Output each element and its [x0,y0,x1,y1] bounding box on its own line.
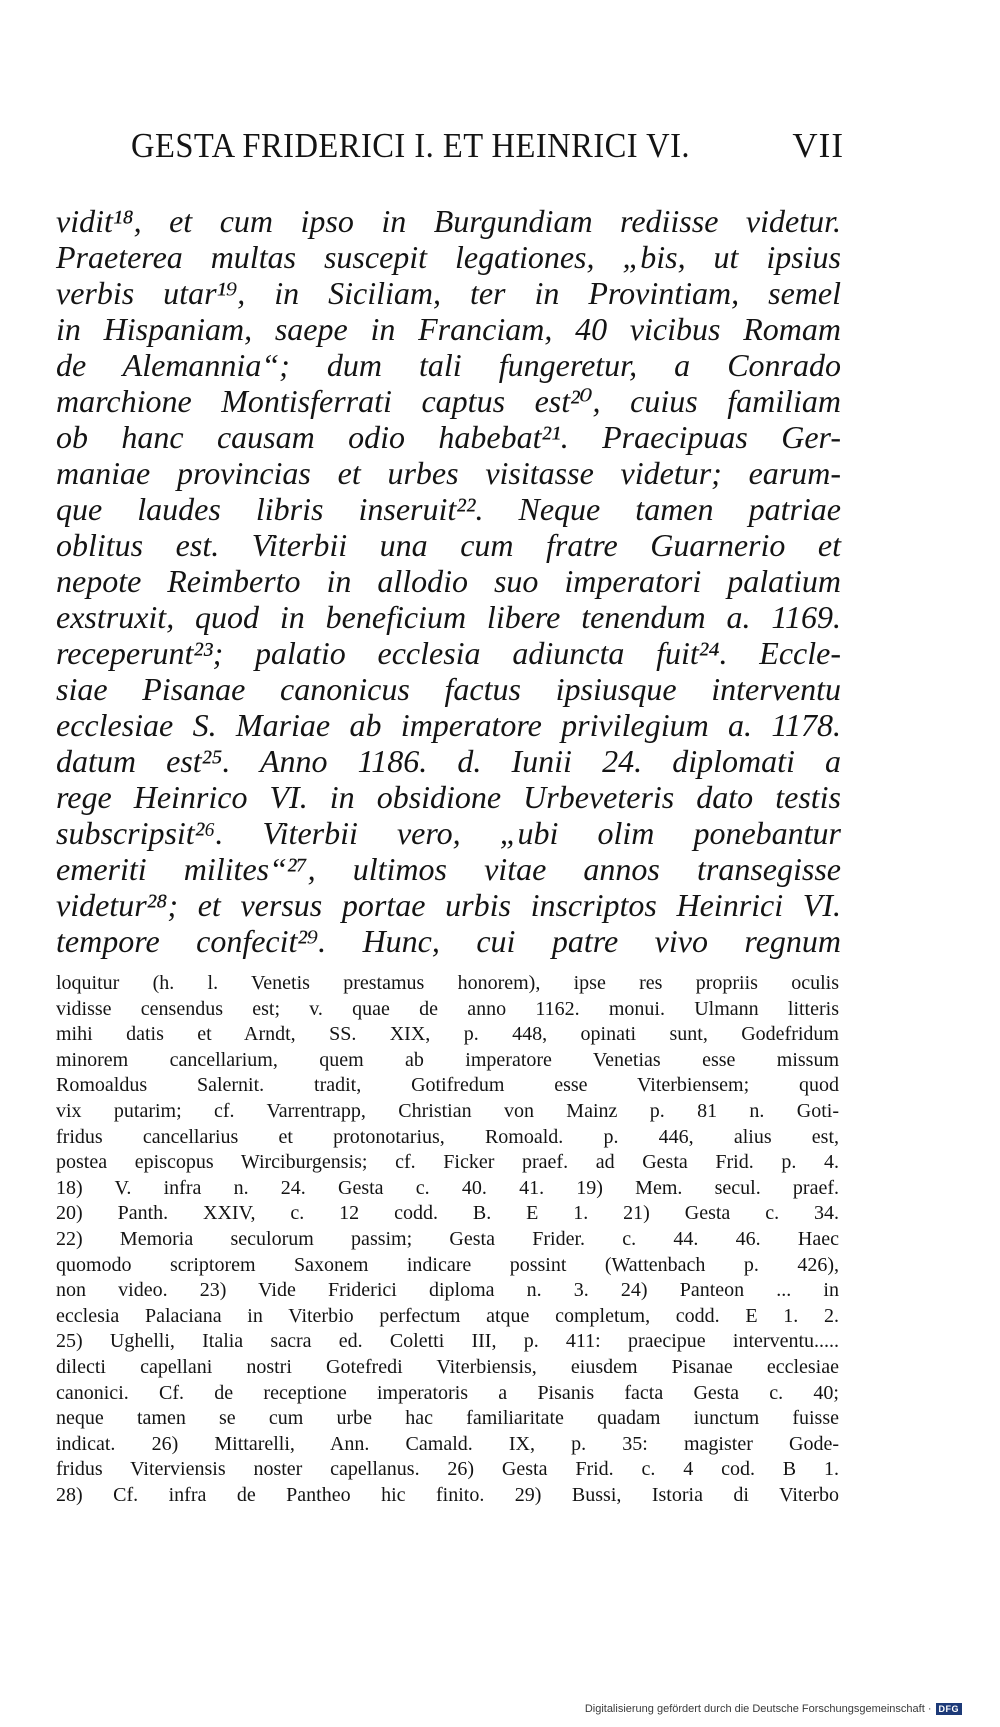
running-title: GESTA FRIDERICI I. ET HEINRICI VI. [131,126,691,165]
footnote-line: 25) Ughelli, Italia sacra ed. Coletti III, p. 411: praecipue interventu..... [56,1330,839,1353]
main-text-line: rege Heinrico VI. in obsidione Urbeveteris dato testis [56,779,841,815]
main-text-line: que laudes libris inseruit²². Neque tamen patriae [56,491,841,527]
main-text-line: emeriti milites“²⁷, ultimos vitae annos transegisse [56,851,841,887]
footnote-line: neque tamen se cum urbe hac familiaritate quadam iunctum fuisse [56,1407,839,1430]
footnote-line: dilecti capellani nostri Gotefredi Viterbiensis, eiusdem Pisanae ecclesiae [56,1355,839,1378]
footnote-line: ecclesia Palaciana in Viterbio perfectum atque completum, codd. E 1. 2. [56,1304,839,1327]
main-text-line: videtur²⁸; et versus portae urbis inscriptos Heinrici VI. [56,887,841,923]
running-head [131,126,844,170]
page-number: VII [792,126,844,165]
footnote-line: canonici. Cf. de receptione imperatoris a Pisanis facta Gesta c. 40; [56,1381,839,1404]
main-text-line: exstruxit, quod in beneficium libere tenendum a. 1169. [56,599,841,635]
main-text-line: maniae provincias et urbes visitasse videtur; earum- [56,455,841,491]
footnote-line: fridus Viterviensis noster capellanus. 26) Gesta Frid. c. 4 cod. B 1. [56,1458,839,1481]
footnote-line: 28) Cf. infra de Pantheo hic finito. 29) Bussi, Istoria di Viterbo [56,1483,839,1506]
main-text-line: ecclesiae S. Mariae ab imperatore privilegium a. 1178. [56,707,841,743]
main-text-line: nepote Reimberto in allodio suo imperatori palatium [56,563,841,599]
footnote-line: vidisse censendus est; v. quae de anno 1162. monui. Ulmann litteris [56,997,839,1020]
main-text-line: verbis utar¹⁹, in Siciliam, ter in Provintiam, semel [56,275,841,311]
main-text-line: in Hispaniam, saepe in Franciam, 40 vicibus Romam [56,311,841,347]
main-text-line: receperunt²³; palatio ecclesia adiuncta fuit²⁴. Eccle- [56,635,841,671]
footnote-line: fridus cancellarius et protonotarius, Romoald. p. 446, alius est, [56,1125,839,1148]
main-text-line: subscripsit²⁶. Viterbii vero, „ubi olim ponebantur [56,815,841,851]
footnote-line: quomodo scriptorem Saxonem indicare possint (Wattenbach p. 426), [56,1253,839,1276]
footnote-line: Romoaldus Salernit. tradit, Gotifredum esse Viterbiensem; quod [56,1074,839,1097]
main-text-line: oblitus est. Viterbii una cum fratre Guarnerio et [56,527,841,563]
main-text-line: Praeterea multas suscepit legationes, „bis, ut ipsius [56,239,841,275]
footnote-line: non video. 23) Vide Friderici diploma n. 3. 24) Panteon ... in [56,1279,839,1302]
footnote-line: mihi datis et Arndt, SS. XIX, p. 448, opinati sunt, Godefridum [56,1023,839,1046]
main-text-line: ob hanc causam odio habebat²¹. Praecipuas Ger- [56,419,841,455]
main-text-line: de Alemannia“; dum tali fungeretur, a Conrado [56,347,841,383]
credit-text: Digitalisierung gefördert durch die Deutsche Forschungsgemeinschaft · [584,1703,932,1715]
footnote-line: 18) V. infra n. 24. Gesta c. 40. 41. 19) Mem. secul. praef. [56,1176,839,1199]
main-text-line: datum est²⁵. Anno 1186. d. Iunii 24. diplomati a [56,743,841,779]
main-text-line: marchione Montisferrati captus est²⁰, cuius familiam [56,383,841,419]
footnote-line: minorem cancellarium, quem ab imperatore Venetias esse missum [56,1048,839,1071]
footnote-line: 22) Memoria seculorum passim; Gesta Frider. c. 44. 46. Haec [56,1227,839,1250]
main-text-line: siae Pisanae canonicus factus ipsiusque interventu [56,671,841,707]
main-text-line: vidit¹⁸, et cum ipso in Burgundiam rediisse videtur. [56,203,841,239]
dfg-logo: DFG [936,1703,963,1715]
footnote-line: indicat. 26) Mittarelli, Ann. Camald. IX, p. 35: magister Gode- [56,1432,839,1455]
footnotes-block [56,971,839,1508]
footnote-line: postea episcopus Wirciburgensis; cf. Ficker praef. ad Gesta Frid. p. 4. [56,1151,839,1174]
footnote-line: vix putarim; cf. Varrentrapp, Christian von Mainz p. 81 n. Goti- [56,1099,839,1122]
main-text-block [56,203,841,959]
footnote-line: 20) Panth. XXIV, c. 12 codd. B. E 1. 21) Gesta c. 34. [56,1202,839,1225]
footnote-line: loquitur (h. l. Venetis prestamus honorem), ipse res propriis oculis [56,972,839,994]
digitization-credit [585,1703,962,1715]
main-text-line: tempore confecit²⁹. Hunc, cui patre vivo regnum [56,923,841,959]
